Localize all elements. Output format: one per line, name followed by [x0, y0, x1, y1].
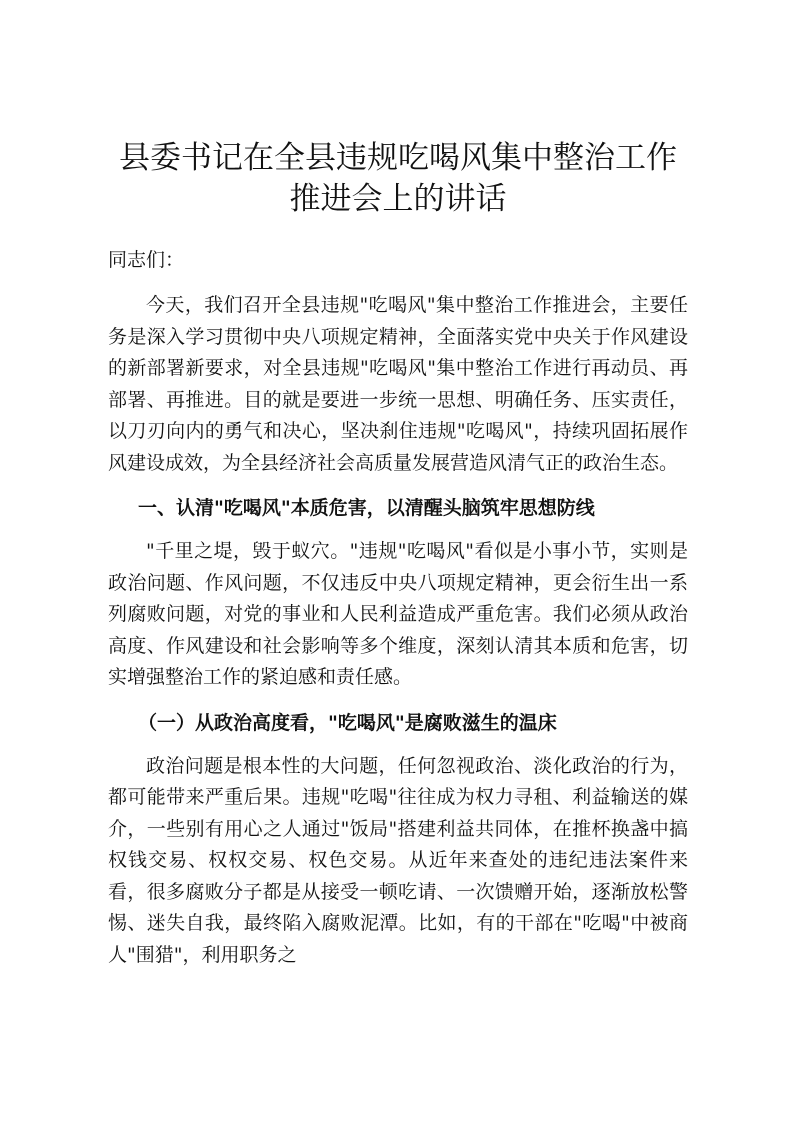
section-heading-1: 一、认清"吃喝风"本质危害，以清醒头脑筑牢思想防线 [138, 497, 595, 519]
document-title: 县委书记在全县违规吃喝风集中整治工作推进会上的讲话 [119, 140, 677, 217]
salutation: 同志们： [108, 249, 185, 271]
paragraph-section-1: "千里之堤，毁于蚁穴。"违规"吃喝风"看似是小事小节，实则是政治问题、作风问题，不仅违反中央八项规定精神，更会衍生出一系列腐败问题，对党的事业和人民利益造成严重危害。我们必须从政治高度、作风建设和社会影响等多个维度，深刻认清其本质和危害，切实增强整治工作的紧迫感和责任感。 [108, 540, 688, 688]
paragraph-subsection-1: 政治问题是根本性的大问题，任何忽视政治、淡化政治的行为，都可能带来严重后果。违规"吃喝"往往成为权力寻租、利益输送的媒介，一些别有用心之人通过"饭局"搭建利益共同体，在推杯换盏中搞权钱交易、权权交易、权色交易。从近年来查处的违纪违法案件来看，很多腐败分子都是从接受一顿吃请、一次馈赠开始，逐渐放松警惕、迷失自我，最终陷入腐败泥潭。比如，有的干部在"吃喝"中被商人"围猎"，利用职务之 [108, 754, 688, 966]
paragraph-intro: 今天，我们召开全县违规"吃喝风"集中整治工作推进会，主要任务是深入学习贯彻中央八项规定精神，全面落实党中央关于作风建设的新部署新要求，对全县违规"吃喝风"集中整治工作进行再动员、再部署、再推进。目的就是要进一步统一思想、明确任务、压实责任，以刀刃向内的勇气和决心，坚决刹住违规"吃喝风"，持续巩固拓展作风建设成效，为全县经济社会高质量发展营造风清气正的政治生态。 [108, 294, 688, 474]
document-page [108, 138, 688, 971]
subsection-heading-1: （一）从政治高度看，"吃喝风"是腐败滋生的温床 [138, 711, 557, 734]
